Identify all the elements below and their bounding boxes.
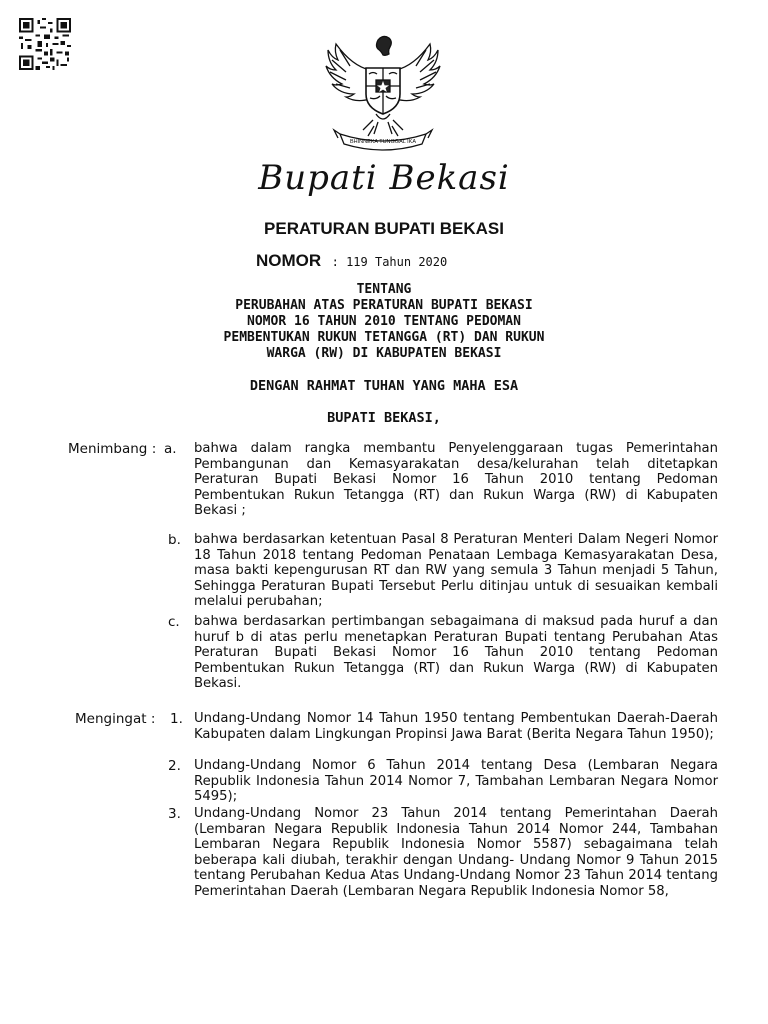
item-marker: b. <box>168 532 181 548</box>
letterhead-title: Bupati Bekasi <box>258 158 510 198</box>
mengingat-item: Undang-Undang Nomor 14 Tahun 1950 tentang Pembentukan Daerah-Daerah Kabupaten dalam Lingkungan Propinsi Jawa Barat (Berita Negara Tahun 1950); <box>194 711 718 742</box>
preamble-phrase: DENGAN RAHMAT TUHAN YANG MAHA ESA <box>249 378 519 394</box>
subject-line: PERUBAHAN ATAS PERATURAN BUPATI BEKASI <box>235 298 533 313</box>
subject-line: NOMOR 16 TAHUN 2010 TENTANG PEDOMAN <box>247 314 521 329</box>
menimbang-label: Menimbang : <box>68 441 157 457</box>
item-marker: 2. <box>168 758 181 774</box>
item-marker: c. <box>168 614 180 630</box>
mengingat-item: Undang-Undang Nomor 6 Tahun 2014 tentang Desa (Lembaran Negara Republik Indonesia Tahun 2014 Nomor 7, Tambahan Lembaran Negara Nomor 5495); <box>194 758 718 804</box>
subject-line: TENTANG <box>356 282 412 297</box>
qr-code-icon <box>19 18 71 70</box>
item-marker: 1. <box>170 711 183 727</box>
subject-line: WARGA (RW) DI KABUPATEN BEKASI <box>266 346 502 361</box>
motto-banner: BHINNEKA TUNGGAL IKA <box>349 139 417 145</box>
number-value: : 119 Tahun 2020 <box>331 255 448 269</box>
number-label: NOMOR <box>256 251 322 270</box>
regulation-subject <box>0 282 768 362</box>
mengingat-item: Undang-Undang Nomor 23 Tahun 2014 tentang Pemerintahan Daerah (Lembaran Negara Republik Indonesia Tahun 2014 Nomor 244, Tambahan Lembaran Negara Republik Indonesia Nomor 5587) sebagaimana telah beberapa kali diubah, terakhir dengan Undang- Undang Nomor 9 Tahun 2015 tentang Perubahan Kedua Atas Undang-Undang Nomor 23 Tahun 2014 tentang Pemerintahan Daerah (Lembaran Negara Republik Indonesia Nomor 58, <box>194 806 718 899</box>
menimbang-item: bahwa berdasarkan ketentuan Pasal 8 Peraturan Menteri Dalam Negeri Nomor 18 Tahun 2018 tentang Pedoman Penataan Lembaga Kemasyarakatan Desa, masa bakti kepengurusan RT dan RW yang semula 3 Tahun menjadi 5 Tahun, Sehingga Peraturan Bupati Tersebut Perlu ditinjau untuk di sesuaikan kembali melalui perubahan; <box>194 532 718 609</box>
garuda-emblem <box>318 30 448 160</box>
regulation-title: PERATURAN BUPATI BEKASI <box>264 219 504 238</box>
subject-line: PEMBENTUKAN RUKUN TETANGGA (RT) DAN RUKUN <box>223 330 545 345</box>
item-marker: a. <box>164 441 177 457</box>
menimbang-item: bahwa dalam rangka membantu Penyelenggaraan tugas Pemerintahan Pembangunan dan Kemasyarakatan desa/kelurahan telah ditetapkan Peraturan Bupati Bekasi Nomor 16 Tahun 2010 tentang Pedoman Pembentukan Rukun Tetangga (RT) dan Rukun Warga (RW) di Kabupaten Bekasi ; <box>194 441 718 518</box>
issuer-line: BUPATI BEKASI, <box>327 410 441 426</box>
regulation-number <box>256 251 447 271</box>
item-marker: 3. <box>168 806 181 822</box>
mengingat-label: Mengingat : <box>75 711 156 727</box>
menimbang-item: bahwa berdasarkan pertimbangan sebagaimana di maksud pada huruf a dan huruf b di atas perlu menetapkan Peraturan Bupati tentang Perubahan Atas Peraturan Bupati Bekasi Nomor 16 Tahun 2010 tentang Pedoman Pembentukan Rukun Tetangga (RT) dan Rukun Warga (RW) di Kabupaten Bekasi. <box>194 614 718 691</box>
